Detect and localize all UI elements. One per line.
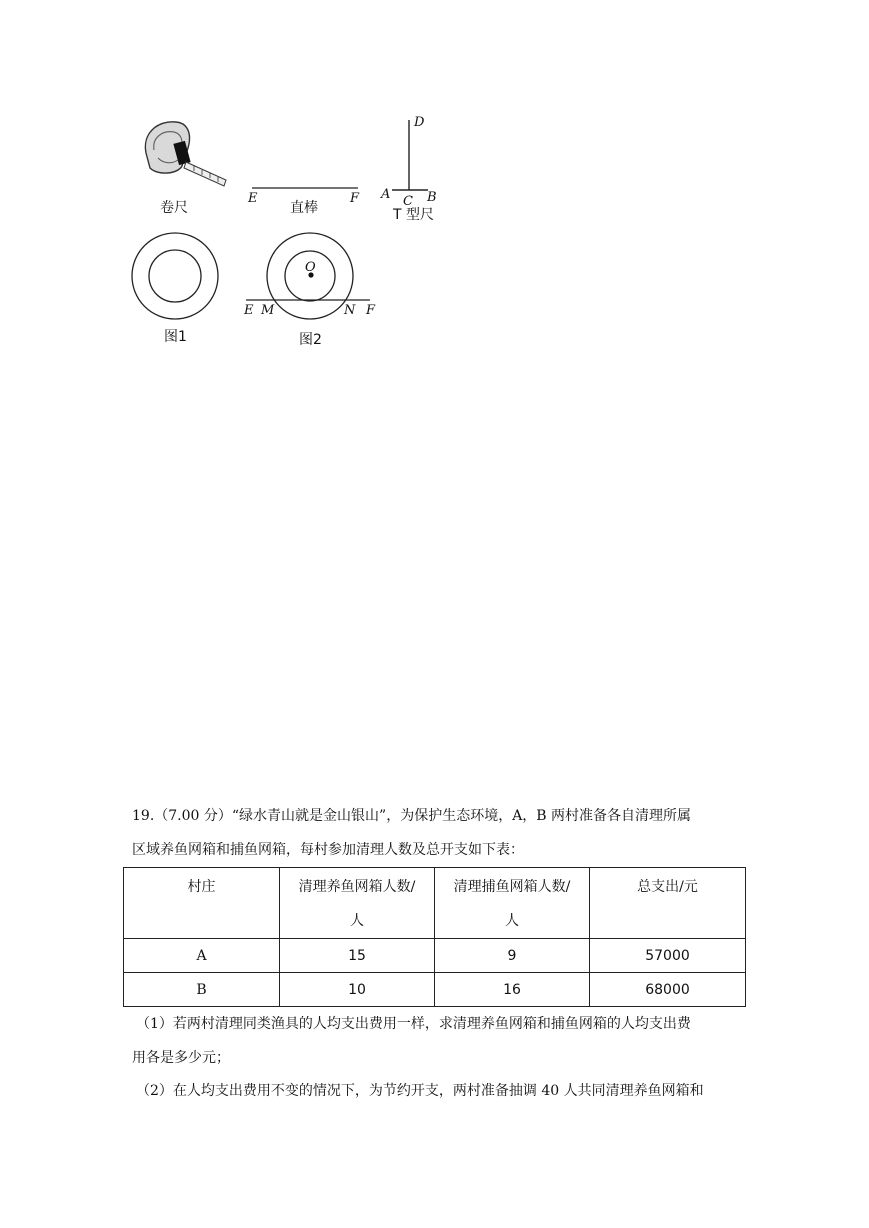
point-E-fig2: E (244, 303, 254, 318)
header-fishing (435, 868, 590, 939)
point-O: O (305, 260, 316, 275)
fig1-inner-circle (149, 250, 201, 302)
data-table (123, 867, 746, 1007)
tape-measure-icon (145, 122, 226, 186)
sub-question-1-line-2: 用各是多少元； (132, 1050, 230, 1066)
table-row (124, 939, 746, 973)
header-line: 总支出/元 (637, 879, 698, 895)
point-N: N (344, 303, 356, 318)
cell-fish-farming: 10 (280, 973, 435, 1007)
point-C: C (403, 194, 413, 209)
table-header-row (124, 868, 746, 939)
header-fish-farming (280, 868, 435, 939)
sub-question-1-line-1: （1）若两村清理同类渔具的人均支出费用一样，求清理养鱼网箱和捕鱼网箱的人均支出费 (136, 1016, 691, 1032)
header-total (590, 868, 746, 939)
point-A: A (381, 187, 391, 202)
t-square-label: T 型尺 (393, 207, 435, 223)
question-line-1: 19.（7.00 分）“绿水青山就是金山银山”，为保护生态环境，A，B 两村准备各自清理所属 (132, 808, 692, 824)
header-line: 人 (350, 913, 364, 929)
point-E-rod: E (248, 191, 258, 206)
tape-measure-label: 卷尺 (160, 200, 188, 216)
table-row (124, 973, 746, 1007)
cell-fishing: 9 (435, 939, 590, 973)
fig2-label: 图2 (299, 332, 322, 348)
cell-fishing: 16 (435, 973, 590, 1007)
point-B: B (427, 190, 437, 205)
fig1-outer-circle (132, 233, 218, 319)
header-line: 村庄 (187, 879, 216, 895)
header-line: 清理养鱼网箱人数/ (298, 879, 416, 895)
question-line-2: 区域养鱼网箱和捕鱼网箱，每村参加清理人数及总开支如下表： (132, 842, 524, 858)
point-M: M (261, 303, 275, 318)
cell-total: 68000 (590, 973, 746, 1007)
straight-rod-label: 直棒 (290, 200, 318, 216)
header-line: 人 (505, 913, 519, 929)
cell-village: B (124, 973, 280, 1007)
cell-village: A (124, 939, 280, 973)
cell-fish-farming: 15 (280, 939, 435, 973)
fig1-label: 图1 (164, 329, 187, 345)
point-D: D (414, 115, 425, 130)
cell-total: 57000 (590, 939, 746, 973)
point-F-rod: F (350, 191, 360, 206)
header-line: 清理捕鱼网箱人数/ (453, 879, 571, 895)
geometry-figure (128, 108, 458, 353)
sub-question-2-line-1: （2）在人均支出费用不变的情况下，为节约开支，两村准备抽调 40 人共同清理养鱼网箱和 (136, 1083, 704, 1099)
header-village (124, 868, 280, 939)
point-F-fig2: F (366, 303, 376, 318)
